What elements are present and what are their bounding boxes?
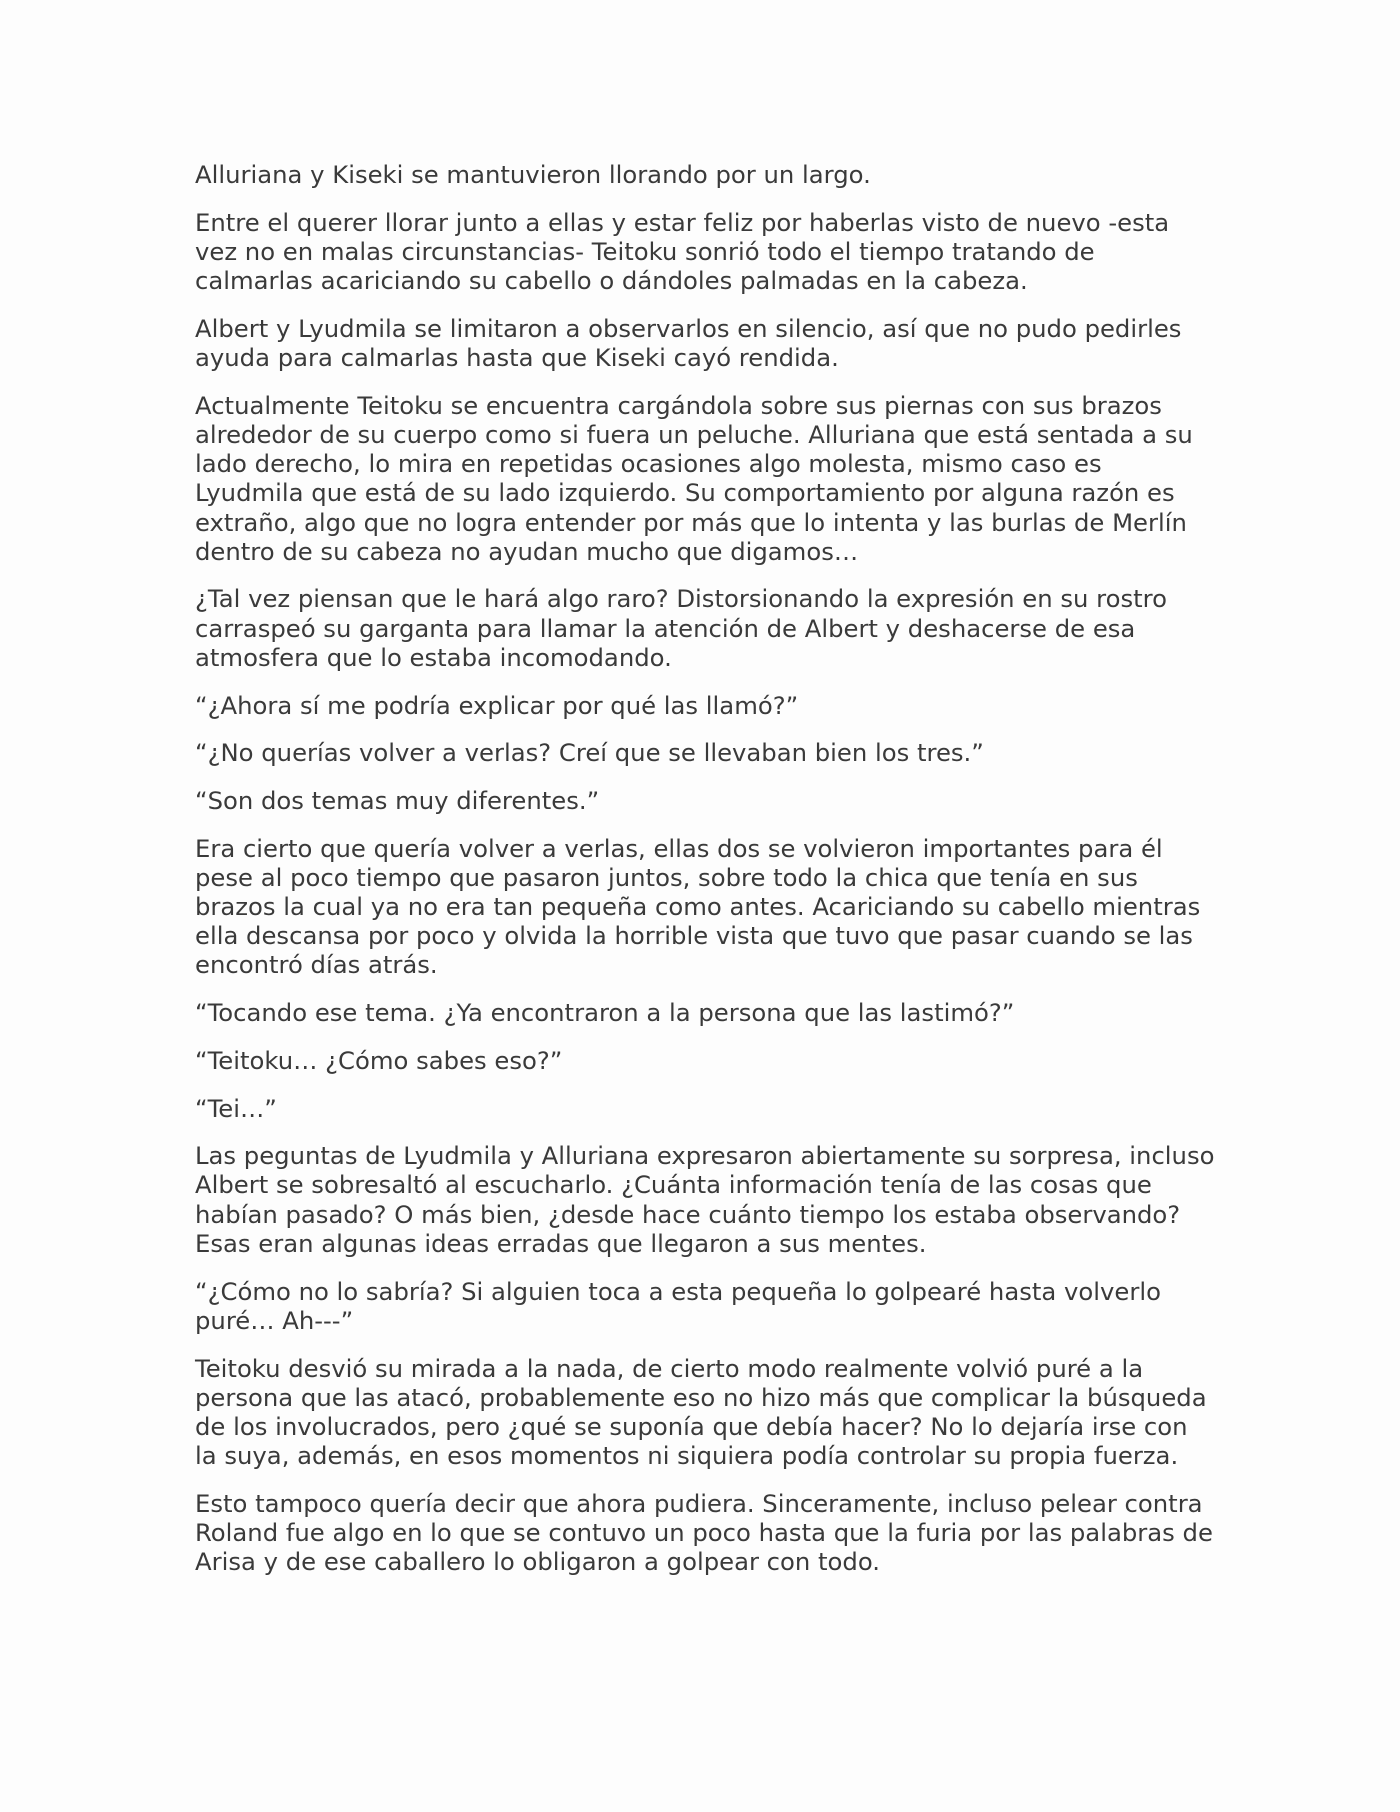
dialogue-line: “Son dos temas muy diferentes.”: [195, 785, 600, 815]
dialogue-line: “Tei…”: [195, 1093, 277, 1123]
paragraph: ¿Tal vez piensan que le hará algo raro? Distorsionando la expresión en su rostro carraspeó su garganta para llamar la atención de Albert y deshacerse de esa atmosfera que lo estaba incomodando.: [195, 584, 1167, 672]
dialogue-line: “¿No querías volver a verlas? Creí que se llevaban bien los tres.”: [195, 738, 984, 768]
paragraph: Esto tampoco quería decir que ahora pudiera. Sinceramente, incluso pelear contra Roland fue algo en lo que se contuvo un poco hasta que la furia por las palabras de Arisa y de ese caballero lo obligaron a golpear con todo.: [195, 1488, 1213, 1577]
paragraph: Entre el querer llorar junto a ellas y estar feliz por haberlas visto de nuevo -esta vez no en malas circunstancias- Teitoku sonrió todo el tiempo tratando de calmarlas acariciando su cabello o dándoles palmadas en la cabeza.: [195, 207, 1170, 296]
dialogue-line: “Tocando ese tema. ¿Ya encontraron a la persona que las lastimó?”: [195, 998, 1015, 1028]
paragraph: Teitoku desvió su mirada a la nada, de cierto modo realmente volvió puré a la persona que las atacó, probablemente eso no hizo más que complicar la búsqueda de los involucrados, pero ¿qué se suponía que debía hacer? No lo dejaría irse con la suya, además, en esos momentos ni siquiera podía controlar su propia fuerza.: [195, 1353, 1207, 1471]
paragraph: Era cierto que quería volver a verlas, ellas dos se volvieron importantes para él pese al poco tiempo que pasaron juntos, sobre todo la chica que tenía en sus brazos la cual ya no era tan pequeña como antes. Acariciando su cabello mientras ella descansa por poco y olvida la horrible vista que tuvo que pasar cuando se las encontró días atrás.: [195, 833, 1201, 980]
paragraph: Alluriana y Kiseki se mantuvieron llorando por un largo.: [195, 160, 871, 189]
dialogue-line: “¿Ahora sí me podría explicar por qué las llamó?”: [195, 690, 799, 720]
dialogue-line: “Teitoku… ¿Cómo sabes eso?”: [195, 1045, 563, 1075]
paragraph: Albert y Lyudmila se limitaron a observarlos en silencio, así que no pudo pedirles ayuda para calmarlas hasta que Kiseki cayó rendida.: [195, 313, 1182, 373]
paragraph: Actualmente Teitoku se encuentra cargándola sobre sus piernas con sus brazos alrededor de su cuerpo como si fuera un peluche. Alluriana que está sentada a su lado derecho, lo mira en repetidas ocasiones algo molesta, mismo caso es Lyudmila que está de su lado izquierdo. Su comportamiento por alguna razón es extraño, algo que no logra entender por más que lo intenta y las burlas de Merlín dentro de su cabeza no ayudan mucho que digamos…: [195, 390, 1193, 566]
paragraph: Las peguntas de Lyudmila y Alluriana expresaron abiertamente su sorpresa, incluso Albert se sobresaltó al escucharlo. ¿Cuánta información tenía de las cosas que habían pasado? O más bien, ¿desde hace cuánto tiempo los estaba observando? Esas eran algunas ideas erradas que llegaron a sus mentes.: [195, 1141, 1215, 1258]
document-body: [195, 160, 1215, 1595]
dialogue-line: “¿Cómo no lo sabría? Si alguien toca a esta pequeña lo golpearé hasta volverlo puré… Ah---”: [195, 1276, 1161, 1335]
